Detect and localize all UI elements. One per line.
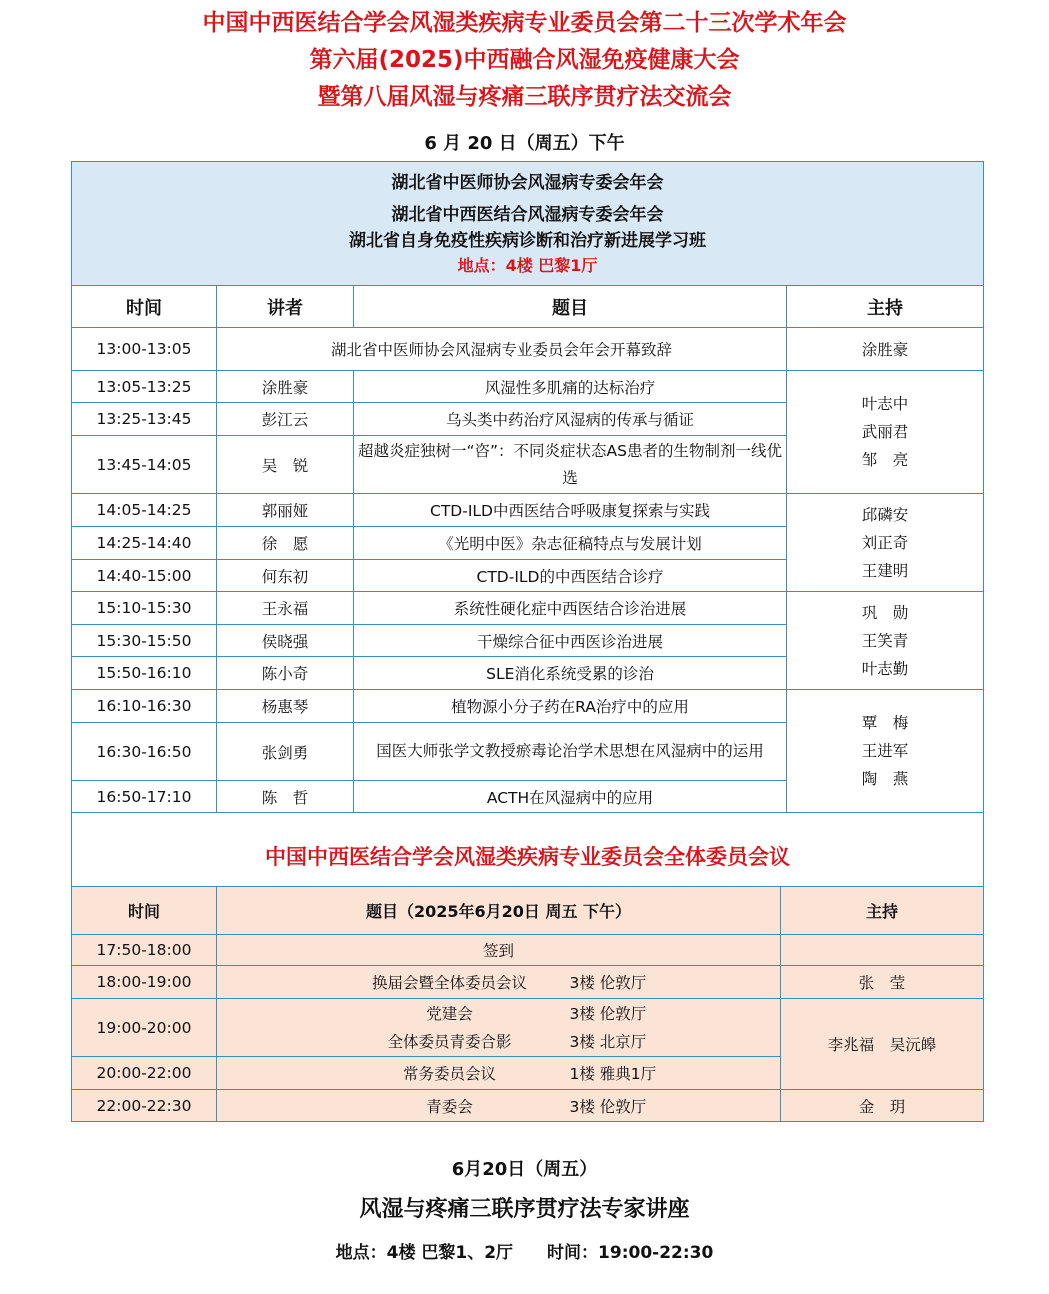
moderator-name: 陶 燕 xyxy=(861,770,909,788)
row-topic xyxy=(217,999,781,1057)
row-speaker: 陈小奇 xyxy=(217,657,354,690)
row-time: 15:50-16:10 xyxy=(72,657,217,690)
banner-line-2: 湖北省中西医结合风湿病专委会年会 xyxy=(391,204,664,225)
session-banner xyxy=(72,162,984,286)
event-venue: 3楼 伦敦厅 xyxy=(569,1097,647,1116)
table-header-row xyxy=(72,286,984,328)
event-venue: 3楼 伦敦厅 xyxy=(569,974,647,992)
committee-row xyxy=(72,999,984,1057)
row-topic: ACTH在风湿病中的应用 xyxy=(354,781,787,813)
event-venue: 3楼 伦敦厅 xyxy=(569,1004,647,1023)
row-time: 13:45-14:05 xyxy=(72,436,217,494)
row-speaker: 徐 愿 xyxy=(217,527,354,560)
event-venue: 1楼 雅典1厅 xyxy=(569,1065,657,1083)
moderator-group-3 xyxy=(787,592,984,690)
row-time: 16:50-17:10 xyxy=(72,781,217,813)
row-moderator: 张 莹 xyxy=(781,966,984,999)
row-topic: CTD-ILD的中西医结合诊疗 xyxy=(354,560,787,592)
conference-title-line-3: 暨第八届风湿与疼痛三联序贯疗法交流会 xyxy=(317,84,732,110)
moderator-name: 邹 亮 xyxy=(861,451,909,469)
moderator-name: 武丽君 xyxy=(861,423,909,441)
table-row xyxy=(72,494,984,527)
committee-meeting-table xyxy=(71,812,984,1122)
row-topic: CTD-ILD中西医结合呼吸康复探索与实践 xyxy=(354,494,787,527)
row-topic xyxy=(217,1057,781,1090)
row-time: 13:05-13:25 xyxy=(72,371,217,403)
row-moderator: 李兆福 吴沅皞 xyxy=(781,999,984,1090)
event-name: 换届会暨全体委员会议 xyxy=(371,974,527,992)
col-header-moderator: 主持 xyxy=(781,887,984,935)
afternoon-schedule-table xyxy=(71,161,984,813)
col-header-speaker: 讲者 xyxy=(217,286,354,328)
banner-line-3: 湖北省自身免疫性疾病诊断和治疗新进展学习班 xyxy=(349,230,706,251)
row-time: 14:25-14:40 xyxy=(72,527,217,560)
committee-row xyxy=(72,935,984,966)
row-time: 18:00-19:00 xyxy=(72,966,217,999)
row-topic: 风湿性多肌痛的达标治疗 xyxy=(354,371,787,403)
event-name: 常务委员会议 xyxy=(402,1065,496,1083)
col-header-moderator: 主持 xyxy=(787,286,984,328)
col-header-topic: 题目 xyxy=(354,286,787,328)
row-time: 16:30-16:50 xyxy=(72,723,217,781)
row-speaker: 何东初 xyxy=(217,560,354,592)
row-speaker: 侯晓强 xyxy=(217,625,354,657)
col-header-time: 时间 xyxy=(72,887,217,935)
moderator-name: 刘正奇 xyxy=(861,533,909,552)
committee-header-row xyxy=(72,887,984,935)
lecture-title: 风湿与疼痛三联序贯疗法专家讲座 xyxy=(359,1197,690,1222)
row-topic: 国医大师张学文教授瘀毒论治学术思想在风湿病中的运用 xyxy=(354,723,787,781)
lecture-info: 地点：4楼 巴黎1、2厅 时间：19:00-22:30 xyxy=(335,1243,714,1263)
moderator-name: 王笑青 xyxy=(861,631,909,650)
row-time: 17:50-18:00 xyxy=(72,935,217,966)
row-moderator: 涂胜豪 xyxy=(787,328,984,371)
event-venue: 3楼 北京厅 xyxy=(569,1032,647,1051)
row-topic: 签到 xyxy=(217,935,781,966)
row-topic xyxy=(217,1090,781,1122)
moderator-name: 王进军 xyxy=(861,742,909,760)
row-topic: 《光明中医》杂志征稿特点与发展计划 xyxy=(354,527,787,560)
moderator-group-2 xyxy=(787,494,984,592)
col-header-topic: 题目（2025年6月20日 周五 下午） xyxy=(217,887,781,935)
row-topic: SLE消化系统受累的诊治 xyxy=(354,657,787,690)
table-row xyxy=(72,690,984,723)
row-time: 14:05-14:25 xyxy=(72,494,217,527)
conference-title-line-2: 第六届(2025)中西融合风湿免疫健康大会 xyxy=(309,47,740,73)
row-time: 13:00-13:05 xyxy=(72,328,217,371)
committee-meeting-title: 中国中西医结合学会风湿类疾病专业委员会全体委员会议 xyxy=(72,813,984,887)
table-row xyxy=(72,592,984,625)
row-speaker: 张剑勇 xyxy=(217,723,354,781)
row-time: 15:30-15:50 xyxy=(72,625,217,657)
row-speaker: 郭丽娅 xyxy=(217,494,354,527)
row-time: 20:00-22:00 xyxy=(72,1057,217,1090)
row-time: 14:40-15:00 xyxy=(72,560,217,592)
col-header-time: 时间 xyxy=(72,286,217,328)
row-topic xyxy=(217,966,781,999)
row-time: 22:00-22:30 xyxy=(72,1090,217,1122)
row-speaker: 涂胜豪 xyxy=(217,371,354,403)
moderator-name: 邱磷安 xyxy=(861,505,909,524)
table-row-opening xyxy=(72,328,984,371)
row-topic: 湖北省中医师协会风湿病专业委员会年会开幕致辞 xyxy=(217,328,787,371)
row-topic: 植物源小分子药在RA治疗中的应用 xyxy=(354,690,787,723)
moderator-group-1 xyxy=(787,371,984,494)
moderator-name: 叶志勤 xyxy=(861,659,909,678)
committee-title-row xyxy=(72,813,984,887)
row-time: 16:10-16:30 xyxy=(72,690,217,723)
event-name: 青委会 xyxy=(426,1097,473,1116)
row-topic: 干燥综合征中西医诊治进展 xyxy=(354,625,787,657)
committee-row xyxy=(72,1090,984,1122)
moderator-name: 巩 勋 xyxy=(861,603,909,622)
row-speaker: 彭江云 xyxy=(217,403,354,436)
conference-title-line-1: 中国中西医结合学会风湿类疾病专业委员会第二十三次学术年会 xyxy=(202,10,847,36)
row-speaker: 王永福 xyxy=(217,592,354,625)
row-moderator xyxy=(781,935,984,966)
moderator-name: 叶志中 xyxy=(861,395,909,413)
committee-row xyxy=(72,966,984,999)
event-name: 全体委员青委合影 xyxy=(387,1032,512,1051)
moderator-group-4 xyxy=(787,690,984,813)
moderator-name: 王建明 xyxy=(861,561,909,580)
row-topic: 超越炎症独树一“咨”：不同炎症状态AS患者的生物制剂一线优选 xyxy=(354,436,787,494)
session-date: 6 月 20 日（周五）下午 xyxy=(424,133,625,154)
row-speaker: 杨惠琴 xyxy=(217,690,354,723)
event-name: 党建会 xyxy=(426,1004,473,1023)
row-time: 19:00-20:00 xyxy=(72,999,217,1057)
lecture-date: 6月20日（周五） xyxy=(451,1159,598,1180)
banner-line-1: 湖北省中医师协会风湿病专委会年会 xyxy=(391,172,664,193)
session-location: 地点：4楼 巴黎1厅 xyxy=(457,255,598,275)
row-moderator: 金 玥 xyxy=(781,1090,984,1122)
moderator-name: 覃 梅 xyxy=(861,714,909,732)
row-time: 13:25-13:45 xyxy=(72,403,217,436)
row-speaker: 吴 锐 xyxy=(217,436,354,494)
row-topic: 系统性硬化症中西医结合诊治进展 xyxy=(354,592,787,625)
row-topic: 乌头类中药治疗风湿病的传承与循证 xyxy=(354,403,787,436)
row-speaker: 陈 哲 xyxy=(217,781,354,813)
table-row xyxy=(72,371,984,403)
row-time: 15:10-15:30 xyxy=(72,592,217,625)
